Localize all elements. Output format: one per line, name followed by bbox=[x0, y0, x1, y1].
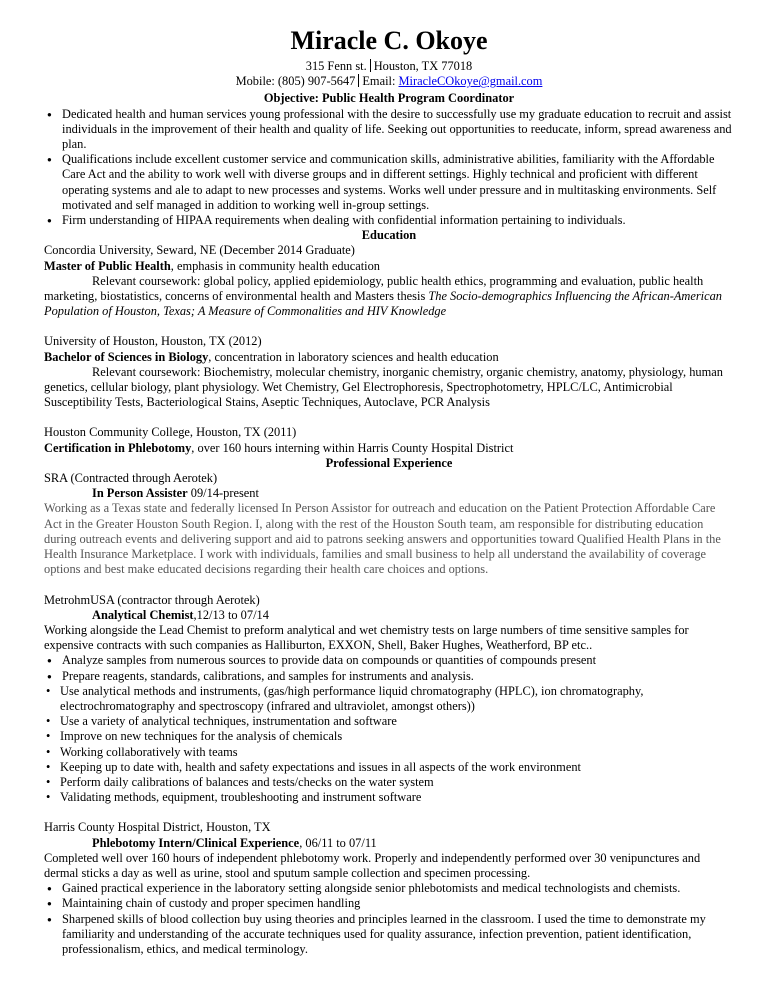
concordia-degree-rest: , emphasis in community health education bbox=[170, 258, 380, 273]
list-item: ● Analyze samples from numerous sources to provide data on compounds or quantities of compounds present bbox=[44, 653, 734, 668]
metrohm-bullets-large bbox=[44, 653, 734, 683]
metrohm-role-line bbox=[44, 608, 734, 623]
list-item: ● Prepare reagents, standards, calibrations, and samples for instruments and analysis. bbox=[44, 669, 734, 684]
spacer bbox=[44, 410, 734, 425]
education-heading: Education bbox=[361, 228, 417, 243]
concordia-degree-line bbox=[44, 259, 734, 274]
list-item: • Use analytical methods and instruments, (gas/high performance liquid chromatography (HPLC), ion chromatography, electrochromatography and spectroscopy (infrared and ultraviolet, amongst others)) bbox=[44, 684, 734, 714]
summary-item: ● Qualifications include excellent customer service and communication skills, administrative abilities, familiarity with the Affordable Care Act and the ability to work well with diverse groups and in different settings. Highly technical and proficient with different operating systems and ale to adapt to new processes and systems. Works well under pressure and in multitasking environments. Self motivated and self managed in addition to working well in-group settings. bbox=[44, 152, 734, 213]
list-item: • Improve on new techniques for the analysis of chemicals bbox=[44, 729, 734, 744]
harris-dates: , 06/11 to 07/11 bbox=[299, 835, 377, 850]
list-item: • Use a variety of analytical techniques, instrumentation and software bbox=[44, 714, 734, 729]
summary-list bbox=[44, 107, 734, 229]
summary-item: ● Firm understanding of HIPAA requirements when dealing with confidential information pertaining to individuals. bbox=[44, 213, 734, 228]
address-line bbox=[44, 59, 734, 74]
candidate-name: Miracle C. Okoye bbox=[290, 26, 488, 55]
harris-bullets bbox=[44, 881, 734, 957]
separator-bar bbox=[358, 74, 359, 87]
harris-employer: Harris County Hospital District, Houston, TX bbox=[44, 820, 271, 835]
sra-employer: SRA (Contracted through Aerotek) bbox=[44, 471, 218, 486]
email-label: Email: bbox=[362, 74, 399, 89]
hcc-degree-line bbox=[44, 441, 734, 456]
metrohm-bullets-small bbox=[44, 684, 734, 806]
objective-heading: Objective: Public Health Program Coordinator bbox=[263, 91, 515, 106]
list-item: ● Maintaining chain of custody and proper specimen handling bbox=[44, 896, 734, 911]
houston-degree-line bbox=[44, 350, 734, 365]
hcc-degree: Certification in Phlebotomy bbox=[44, 440, 192, 455]
address-street: 315 Fenn st. bbox=[305, 59, 367, 73]
sra-role: In Person Assister bbox=[92, 486, 188, 501]
metrohm-dates: ,12/13 to 07/14 bbox=[193, 607, 269, 622]
spacer bbox=[44, 578, 734, 593]
sra-description: Working as a Texas state and federally licensed In Person Assistor for outreach and education on the Patient Protection Affordable Care Act in the Greater Houston South Region. I, along with the rest of the Houston South team, am responsible for distributing education during outreach events and delivering support and aid to patrons seeking answers and opportunities toward Qualified Health Plans in the Health Insurance Marketplace. I work with individuals, families and small business to help all understand the availability of coverage options and best make educated decisions regarding their health care choices and options. bbox=[44, 501, 721, 577]
sra-dates: 09/14-present bbox=[187, 486, 259, 501]
summary-item: ● Dedicated health and human services young professional with the desire to successfully use my graduate education to recruit and assist individuals in the improvement of their health and quality of life. Seeking out opportunities to reeducate, inform, spread awareness and plan. bbox=[44, 107, 734, 153]
resume-content bbox=[44, 26, 734, 957]
houston-coursework: Relevant coursework: Biochemistry, molecular chemistry, inorganic chemistry, organic chemistry, anatomy, physiology, human genetics, cellular biology, plant physiology. Wet Chemistry, Gel Electrophoresis, Spectrophotometry, HPLC/LC, Antimicrobial Susceptibility Tests, Bacteriological Stains, Aseptic Techniques, Autoclave, PCR Analysis bbox=[44, 364, 723, 410]
list-item: • Keeping up to date with, health and safety expectations and issues in all aspects of the work environment bbox=[44, 760, 734, 775]
harris-role-line bbox=[44, 836, 734, 851]
concordia-school: Concordia University, Seward, NE (December 2014 Graduate) bbox=[44, 243, 355, 258]
hcc-school: Houston Community College, Houston, TX (2011) bbox=[44, 425, 297, 440]
metrohm-employer: MetrohmUSA (contractor through Aerotek) bbox=[44, 592, 260, 607]
sra-role-line bbox=[44, 486, 734, 501]
email-link[interactable]: MiracleCOkoye@gmail.com bbox=[398, 74, 543, 89]
list-item: ● Gained practical experience in the laboratory setting alongside senior phlebotomists and medical technologists and chemists. bbox=[44, 881, 734, 896]
harris-description: Completed well over 160 hours of independent phlebotomy work. Properly and independently performed over 30 venipunctures and dermal sticks a day as well as urine, stool and sputum sample collection and specimen processing. bbox=[44, 850, 701, 880]
experience-heading: Professional Experience bbox=[325, 455, 453, 470]
spacer bbox=[44, 319, 734, 334]
list-item: ● Sharpened skills of blood collection buy using theories and principles learned in the classroom. I used the time to demonstrate my familiarity and understanding of the accurate techniques used for quality assurance, infection prevention, patient identification, professionalism, ethics, and medical terminology. bbox=[44, 912, 734, 958]
list-item: • Perform daily calibrations of balances and tests/checks on the water system bbox=[44, 775, 734, 790]
mobile-number: Mobile: (805) 907-5647 bbox=[235, 74, 356, 89]
houston-degree: Bachelor of Sciences in Biology bbox=[44, 349, 209, 364]
harris-role: Phlebotomy Intern/Clinical Experience bbox=[92, 835, 300, 850]
concordia-thesis: The Socio-demographics Influencing the African-American Population of Houston, Texas; A Measure of Commonalities and HIV Knowledge bbox=[44, 289, 723, 319]
houston-school: University of Houston, Houston, TX (2012) bbox=[44, 334, 262, 349]
separator-bar bbox=[370, 59, 371, 72]
metrohm-role: Analytical Chemist bbox=[92, 607, 194, 622]
concordia-coursework bbox=[44, 274, 734, 320]
houston-degree-rest: , concentration in laboratory sciences and health education bbox=[208, 349, 499, 364]
contact-line bbox=[44, 74, 734, 89]
concordia-degree: Master of Public Health bbox=[44, 258, 171, 273]
metrohm-description: Working alongside the Lead Chemist to preform analytical and wet chemistry tests on large numbers of time sensitive samples for expensive contracts with such companies as Halliburton, EXXON, Shell, Baker Hughes, Weatherford, BP etc.. bbox=[44, 622, 689, 653]
spacer bbox=[44, 805, 734, 820]
list-item: • Validating methods, equipment, troubleshooting and instrument software bbox=[44, 790, 734, 805]
list-item: • Working collaboratively with teams bbox=[44, 745, 734, 760]
concordia-coursework-text: Relevant coursework: global policy, applied epidemiology, public health ethics, programming and evaluation, public health marketing, biostatistics, concerns of environmental health and Masters thesis bbox=[44, 273, 704, 304]
hcc-degree-rest: , over 160 hours interning within Harris County Hospital District bbox=[191, 440, 514, 455]
address-city: Houston, TX 77018 bbox=[373, 59, 473, 73]
